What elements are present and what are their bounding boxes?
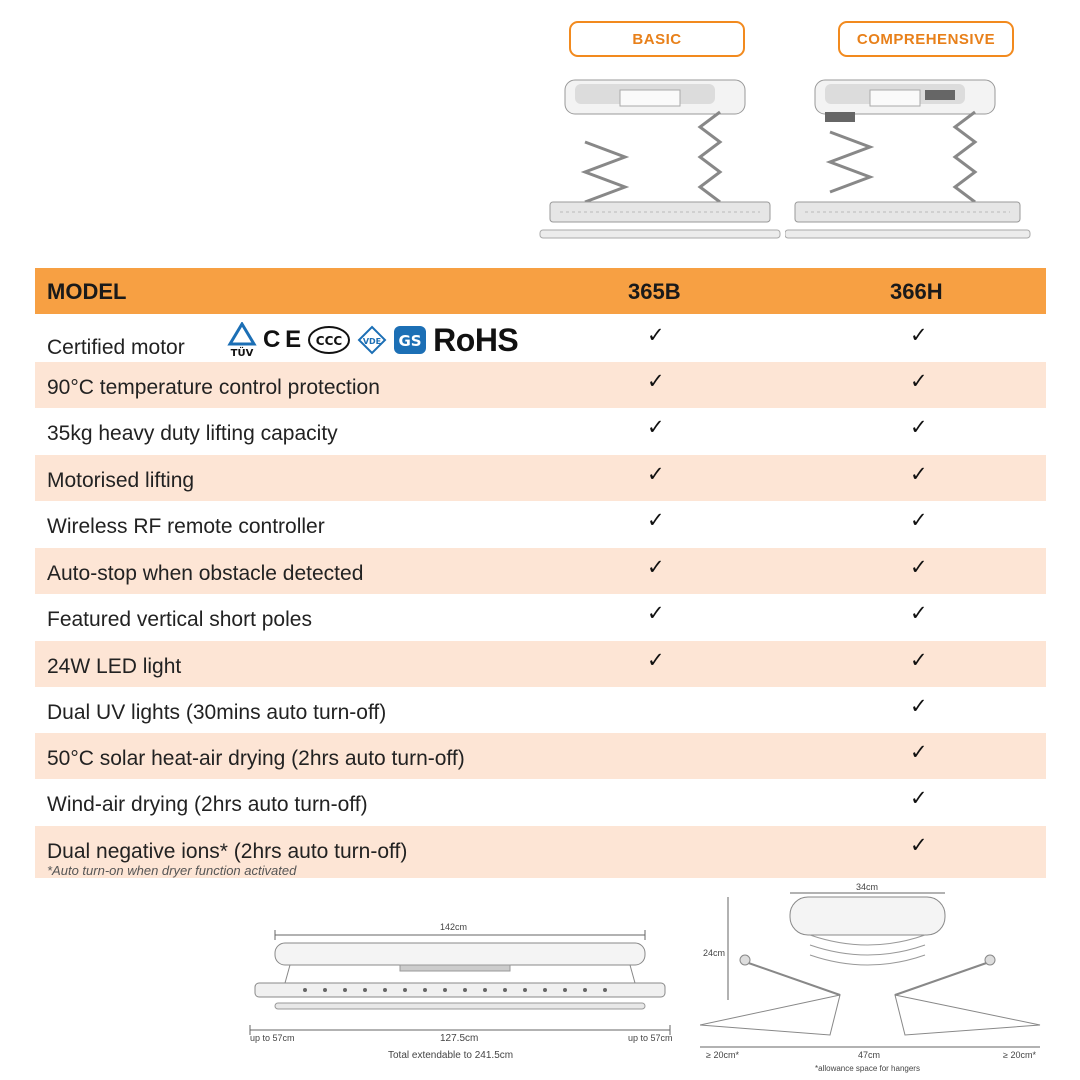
check-366h: ✓ <box>910 508 928 532</box>
side-note-label: *allowance space for hangers <box>815 1064 920 1073</box>
feature-row <box>35 733 1046 779</box>
feature-row <box>35 641 1046 687</box>
svg-text:GS: GS <box>398 332 422 350</box>
check-366h: ✓ <box>910 369 928 393</box>
feature-row <box>35 594 1046 640</box>
feature-row <box>35 779 1046 825</box>
check-366h: ✓ <box>910 694 928 718</box>
check-365b: ✓ <box>647 555 665 579</box>
side-dimension-drawing <box>700 885 1045 1060</box>
product-365b-image <box>535 72 785 257</box>
check-365b: ✓ <box>647 323 665 347</box>
vde-logo <box>357 325 387 355</box>
check-365b: ✓ <box>647 462 665 486</box>
front-total-label: Total extendable to 241.5cm <box>388 1050 514 1061</box>
check-366h: ✓ <box>910 833 928 857</box>
feature-label: Wireless RF remote controller <box>47 515 325 538</box>
check-366h: ✓ <box>910 740 928 764</box>
svg-text:CCC: CCC <box>315 334 343 348</box>
feature-row <box>35 408 1046 454</box>
check-366h: ✓ <box>910 601 928 625</box>
svg-text:VDE: VDE <box>363 337 382 346</box>
front-right-extension-label: up to 57cm <box>628 1033 673 1043</box>
certification-logos <box>227 320 518 360</box>
feature-row <box>35 687 1046 733</box>
check-366h: ✓ <box>910 462 928 486</box>
feature-row <box>35 501 1046 547</box>
side-mid-label: 47cm <box>858 1050 881 1060</box>
feature-label: Dual UV lights (30mins auto turn-off) <box>47 701 387 724</box>
side-height-label: 24cm <box>703 948 726 958</box>
comprehensive-column-label: COMPREHENSIVE <box>838 21 1014 57</box>
feature-label: Auto-stop when obstacle detected <box>47 562 364 585</box>
feature-label: 35kg heavy duty lifting capacity <box>47 422 338 445</box>
model-365b: 365B <box>628 279 681 304</box>
check-366h: ✓ <box>910 415 928 439</box>
ce-mark: C E <box>263 326 302 353</box>
model-header-row <box>35 268 1046 314</box>
feature-row <box>35 548 1046 594</box>
front-base-label: 127.5cm <box>440 1033 479 1044</box>
side-top-label: 34cm <box>856 882 879 892</box>
basic-column-label: BASIC <box>569 21 745 57</box>
feature-row <box>35 455 1046 501</box>
check-365b: ✓ <box>647 601 665 625</box>
product-366h-image <box>785 72 1035 257</box>
gs-logo <box>393 325 427 355</box>
footnote: *Auto turn-on when dryer function activated <box>47 863 297 878</box>
check-366h: ✓ <box>910 555 928 579</box>
check-365b: ✓ <box>647 508 665 532</box>
feature-row <box>35 826 1046 878</box>
feature-row <box>35 362 1046 408</box>
front-left-extension-label: up to 57cm <box>250 1033 295 1043</box>
feature-label: Featured vertical short poles <box>47 608 312 631</box>
check-366h: ✓ <box>910 786 928 810</box>
model-label: MODEL <box>47 279 127 304</box>
side-right-label: ≥ 20cm* <box>1003 1050 1036 1060</box>
model-366h: 366H <box>890 279 943 304</box>
check-366h: ✓ <box>910 648 928 672</box>
check-366h: ✓ <box>910 323 928 347</box>
check-365b: ✓ <box>647 415 665 439</box>
feature-label: 50°C solar heat-air drying (2hrs auto turn-off) <box>47 747 465 770</box>
feature-label: 24W LED light <box>47 655 182 678</box>
feature-row <box>35 316 1046 362</box>
front-width-label: 142cm <box>440 922 468 932</box>
feature-label: Motorised lifting <box>47 469 195 492</box>
check-365b: ✓ <box>647 369 665 393</box>
check-365b: ✓ <box>647 648 665 672</box>
feature-label: Wind-air drying (2hrs auto turn-off) <box>47 793 368 816</box>
svg-text:TÜV: TÜV <box>230 348 254 358</box>
rohs-mark: RoHS <box>433 321 519 358</box>
side-left-label: ≥ 20cm* <box>706 1050 739 1060</box>
ccc-logo <box>307 325 351 355</box>
tuv-logo <box>227 322 257 358</box>
feature-label: Certified motor <box>47 336 185 359</box>
feature-label: Dual negative ions* (2hrs auto turn-off) <box>47 840 408 863</box>
feature-label: 90°C temperature control protection <box>47 376 380 399</box>
